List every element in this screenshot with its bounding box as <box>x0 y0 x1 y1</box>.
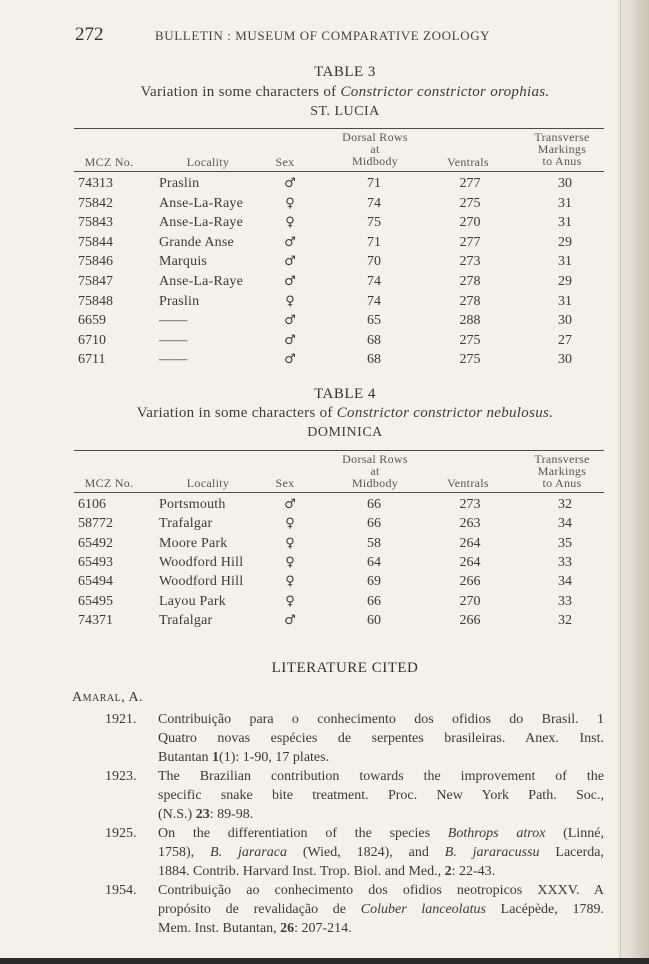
ref-text-part: : 22-43. <box>451 864 496 879</box>
reference-1954 <box>72 881 604 938</box>
ref-text-part: : 89-98. <box>209 807 254 822</box>
dorsal-rows-cell: 69 <box>367 574 381 590</box>
dorsal-rows-cell: 75 <box>367 215 381 231</box>
ventrals-cell: 278 <box>459 293 481 309</box>
reference-text <box>158 710 604 767</box>
volume-number: 23 <box>195 807 210 822</box>
sex-symbol-cell: ♀ <box>285 195 295 211</box>
dorsal-rows-cell: 66 <box>367 497 381 512</box>
ref-text-part: propósito de revalidação de <box>158 902 361 917</box>
reference-line <box>158 862 604 881</box>
sex-symbol-cell: ♂ <box>284 497 296 512</box>
locality-cell: Layou Park <box>159 593 226 609</box>
dorsal-rows-cell: 66 <box>367 593 381 609</box>
page-gutter-shadow <box>618 0 649 958</box>
ventrals-cell: 277 <box>459 234 481 250</box>
ref-text-part: : 207-214. <box>294 921 352 936</box>
locality-cell: Marquis <box>159 254 208 270</box>
mcz-number-cell: 6106 <box>78 497 106 512</box>
mcz-number-cell: 75846 <box>78 254 113 270</box>
mcz-number-cell: 75843 <box>78 215 113 231</box>
sex-symbol-cell: ♀ <box>285 554 295 570</box>
sex-symbol-cell: ♂ <box>284 352 296 368</box>
ventrals-cell: 264 <box>459 535 481 551</box>
mcz-number-cell: 75842 <box>78 195 113 211</box>
sex-symbol-cell: ♀ <box>285 593 295 609</box>
species-name: Coluber lanceolatus <box>360 902 486 917</box>
ref-text-part: (Linné, <box>545 826 604 841</box>
col-ventrals: Ventrals <box>447 155 489 169</box>
table-4-locale: DOMINICA <box>307 425 383 440</box>
dorsal-rows-cell: 74 <box>367 293 381 309</box>
table-top-rule <box>74 450 604 451</box>
col-transverse-2: Markings <box>537 464 587 478</box>
sex-symbol-cell: ♀ <box>285 293 295 309</box>
locality-cell: Praslin <box>159 293 200 309</box>
running-head <box>75 24 605 46</box>
locality-cell: —— <box>159 332 188 348</box>
author-name: Amaral, A. <box>72 690 144 705</box>
reference-1925 <box>72 824 604 881</box>
sex-symbol-cell: ♀ <box>285 535 295 551</box>
transverse-markings-cell: 33 <box>558 593 572 609</box>
ref-text-part: (N.S.) <box>158 807 196 822</box>
ventrals-cell: 270 <box>459 215 481 231</box>
reference-line: Quatro novas espécies de serpentes brasileiras. Anex. Inst. <box>158 731 604 746</box>
dorsal-rows-cell: 68 <box>367 352 381 368</box>
ventrals-cell: 273 <box>459 497 481 512</box>
page-number: 272 <box>75 24 104 45</box>
ventrals-cell: 275 <box>459 352 481 368</box>
table-row <box>74 613 604 635</box>
reference-line: Contribuição ao conhecimento dos ofidios neotropicos XXXV. A <box>158 883 604 898</box>
ref-text-part: Butantan <box>158 750 213 765</box>
mcz-number-cell: 65494 <box>78 574 113 590</box>
locality-cell: Moore Park <box>159 535 228 551</box>
mcz-number-cell: 75844 <box>78 234 113 250</box>
locality-cell: Woodford Hill <box>159 554 244 570</box>
col-dorsal-3: Midbody <box>351 154 399 168</box>
sex-symbol-cell: ♂ <box>284 332 296 348</box>
dorsal-rows-cell: 66 <box>367 516 381 532</box>
col-mcz: MCZ No. <box>84 155 134 169</box>
ref-text-part: Lacépède, 1789. <box>485 902 605 917</box>
ventrals-cell: 288 <box>459 313 481 329</box>
col-transverse-1: Transverse <box>534 452 590 466</box>
caption-prefix: Variation in some characters of <box>136 405 337 421</box>
table-header-rule <box>74 171 604 172</box>
ref-text-part: Lacerda, <box>539 845 604 860</box>
ventrals-cell: 263 <box>459 516 481 532</box>
reference-text <box>158 881 604 938</box>
dorsal-rows-cell: 71 <box>367 176 381 191</box>
dorsal-rows-cell: 74 <box>367 195 381 211</box>
volume-number: 2 <box>444 864 452 879</box>
mcz-number-cell: 74313 <box>78 176 113 191</box>
ref-text-part: 1758), <box>158 845 211 860</box>
reference-1923 <box>72 767 604 824</box>
col-mcz: MCZ No. <box>84 476 134 490</box>
caption-prefix: Variation in some characters of <box>140 84 341 100</box>
reference-year: 1925. <box>105 826 137 841</box>
journal-title: BULLETIN : MUSEUM OF COMPARATIVE ZOOLOGY <box>155 28 491 43</box>
reference-line <box>158 805 604 824</box>
scan-bottom-edge <box>0 958 649 964</box>
sex-symbol-cell: ♂ <box>284 274 296 289</box>
mcz-number-cell: 65493 <box>78 554 113 570</box>
table-3-title: TABLE 3 <box>314 64 376 80</box>
transverse-markings-cell: 29 <box>558 234 572 250</box>
ref-text-part: On the differentiation of the species <box>158 826 448 841</box>
locality-cell: Praslin <box>159 176 200 191</box>
mcz-number-cell: 75848 <box>78 293 113 309</box>
table-3-locale: ST. LUCIA <box>310 104 380 119</box>
col-transverse-3: to Anus <box>542 476 582 490</box>
caption-species: Constrictor constrictor nebulosus. <box>336 405 554 421</box>
col-dorsal-1: Dorsal Rows <box>342 130 408 144</box>
species-name: B. jararaca <box>210 845 287 860</box>
ref-text-part: 1884. Contrib. Harvard Inst. Trop. Biol. and Med., <box>158 864 445 879</box>
reference-year: 1923. <box>105 769 137 784</box>
transverse-markings-cell: 31 <box>558 215 572 231</box>
transverse-markings-cell: 31 <box>558 293 572 309</box>
ventrals-cell: 275 <box>459 195 481 211</box>
reference-line: Contribuição para o conhecimento dos ofidios do Brasil. 1 <box>158 712 604 727</box>
reference-line <box>158 843 604 862</box>
reference-year: 1954. <box>105 883 137 898</box>
reference-line <box>158 900 604 919</box>
locality-cell: Portsmouth <box>159 497 226 512</box>
volume-number: 26 <box>280 921 295 936</box>
col-dorsal-1: Dorsal Rows <box>342 452 408 466</box>
dorsal-rows-cell: 71 <box>367 234 381 250</box>
reference-text <box>158 767 604 824</box>
transverse-markings-cell: 32 <box>558 612 572 628</box>
transverse-markings-cell: 31 <box>558 195 572 211</box>
col-ventrals: Ventrals <box>447 476 489 490</box>
ventrals-cell: 273 <box>459 254 481 270</box>
locality-cell: Anse-La-Raye <box>159 195 244 211</box>
reference-1921 <box>72 710 604 767</box>
reference-year: 1921. <box>105 712 137 727</box>
transverse-markings-cell: 29 <box>558 274 572 289</box>
ref-text-part: (1): 1-90, 17 plates. <box>219 750 330 765</box>
transverse-markings-cell: 30 <box>558 176 572 191</box>
sex-symbol-cell: ♀ <box>285 574 295 590</box>
locality-cell: —— <box>159 352 188 368</box>
transverse-markings-cell: 32 <box>558 497 572 512</box>
col-transverse-3: to Anus <box>542 154 582 168</box>
dorsal-rows-cell: 74 <box>367 274 381 289</box>
col-dorsal-3: Midbody <box>351 476 399 490</box>
col-sex: Sex <box>275 476 295 490</box>
table-4-caption <box>70 405 620 422</box>
sex-symbol-cell: ♂ <box>284 176 296 191</box>
mcz-number-cell: 75847 <box>78 274 113 289</box>
locality-cell: Trafalgar <box>159 516 213 532</box>
locality-cell: Woodford Hill <box>159 574 244 590</box>
locality-cell: Trafalgar <box>159 612 213 628</box>
col-dorsal-2: at <box>370 464 380 478</box>
dorsal-rows-cell: 65 <box>367 313 381 329</box>
mcz-number-cell: 6659 <box>78 313 106 329</box>
col-locality: Locality <box>186 476 230 490</box>
mcz-number-cell: 6711 <box>78 352 106 368</box>
table-top-rule <box>74 128 604 129</box>
col-dorsal-2: at <box>370 142 380 156</box>
ref-text-part: Mem. Inst. Butantan, <box>158 921 281 936</box>
ventrals-cell: 266 <box>459 612 481 628</box>
caption-species: Constrictor constrictor orophias. <box>340 84 550 100</box>
ventrals-cell: 278 <box>459 274 481 289</box>
transverse-markings-cell: 35 <box>558 535 572 551</box>
transverse-markings-cell: 34 <box>558 516 572 532</box>
transverse-markings-cell: 33 <box>558 554 572 570</box>
dorsal-rows-cell: 68 <box>367 332 381 348</box>
table-3-caption <box>70 84 620 101</box>
mcz-number-cell: 74371 <box>78 612 113 628</box>
table-4-title: TABLE 4 <box>314 386 376 402</box>
table-header-rule <box>74 492 604 493</box>
col-locality: Locality <box>186 155 230 169</box>
locality-cell: —— <box>159 313 188 329</box>
ventrals-cell: 277 <box>459 176 481 191</box>
transverse-markings-cell: 31 <box>558 254 572 270</box>
reference-line: The Brazilian contribution towards the improvement of the <box>158 769 604 784</box>
table-row <box>74 352 604 374</box>
col-transverse-1: Transverse <box>534 130 590 144</box>
dorsal-rows-cell: 70 <box>367 254 381 270</box>
sex-symbol-cell: ♂ <box>284 612 296 628</box>
mcz-number-cell: 6710 <box>78 332 106 348</box>
transverse-markings-cell: 30 <box>558 352 572 368</box>
mcz-number-cell: 65492 <box>78 535 113 551</box>
reference-line <box>158 824 604 843</box>
ventrals-cell: 275 <box>459 332 481 348</box>
ref-text-part: (Wied, 1824), and <box>286 845 445 860</box>
locality-cell: Grande Anse <box>159 234 234 250</box>
species-name: B. jararacussu <box>444 845 540 860</box>
locality-cell: Anse-La-Raye <box>159 215 244 231</box>
reference-line: specific snake bite treatment. Proc. New York Path. Soc., <box>158 788 604 803</box>
sex-symbol-cell: ♂ <box>284 254 296 270</box>
locality-cell: Anse-La-Raye <box>159 274 244 289</box>
sex-symbol-cell: ♀ <box>285 215 295 231</box>
dorsal-rows-cell: 58 <box>367 535 381 551</box>
ventrals-cell: 270 <box>459 593 481 609</box>
dorsal-rows-cell: 60 <box>367 612 381 628</box>
species-name: Bothrops atrox <box>447 826 546 841</box>
mcz-number-cell: 58772 <box>78 516 113 532</box>
transverse-markings-cell: 34 <box>558 574 572 590</box>
transverse-markings-cell: 27 <box>558 332 572 348</box>
col-transverse-2: Markings <box>537 142 587 156</box>
sex-symbol-cell: ♀ <box>285 516 295 532</box>
page-edge-line <box>620 0 621 958</box>
dorsal-rows-cell: 64 <box>367 554 381 570</box>
literature-cited-heading: LITERATURE CITED <box>271 660 419 676</box>
reference-line <box>158 919 604 938</box>
ventrals-cell: 264 <box>459 554 481 570</box>
ventrals-cell: 266 <box>459 574 481 590</box>
sex-symbol-cell: ♂ <box>284 313 296 329</box>
sex-symbol-cell: ♂ <box>284 234 296 250</box>
volume-number: 1 <box>212 750 220 765</box>
reference-line <box>158 748 604 767</box>
reference-text <box>158 824 604 881</box>
col-sex: Sex <box>275 155 295 169</box>
transverse-markings-cell: 30 <box>558 313 572 329</box>
mcz-number-cell: 65495 <box>78 593 113 609</box>
